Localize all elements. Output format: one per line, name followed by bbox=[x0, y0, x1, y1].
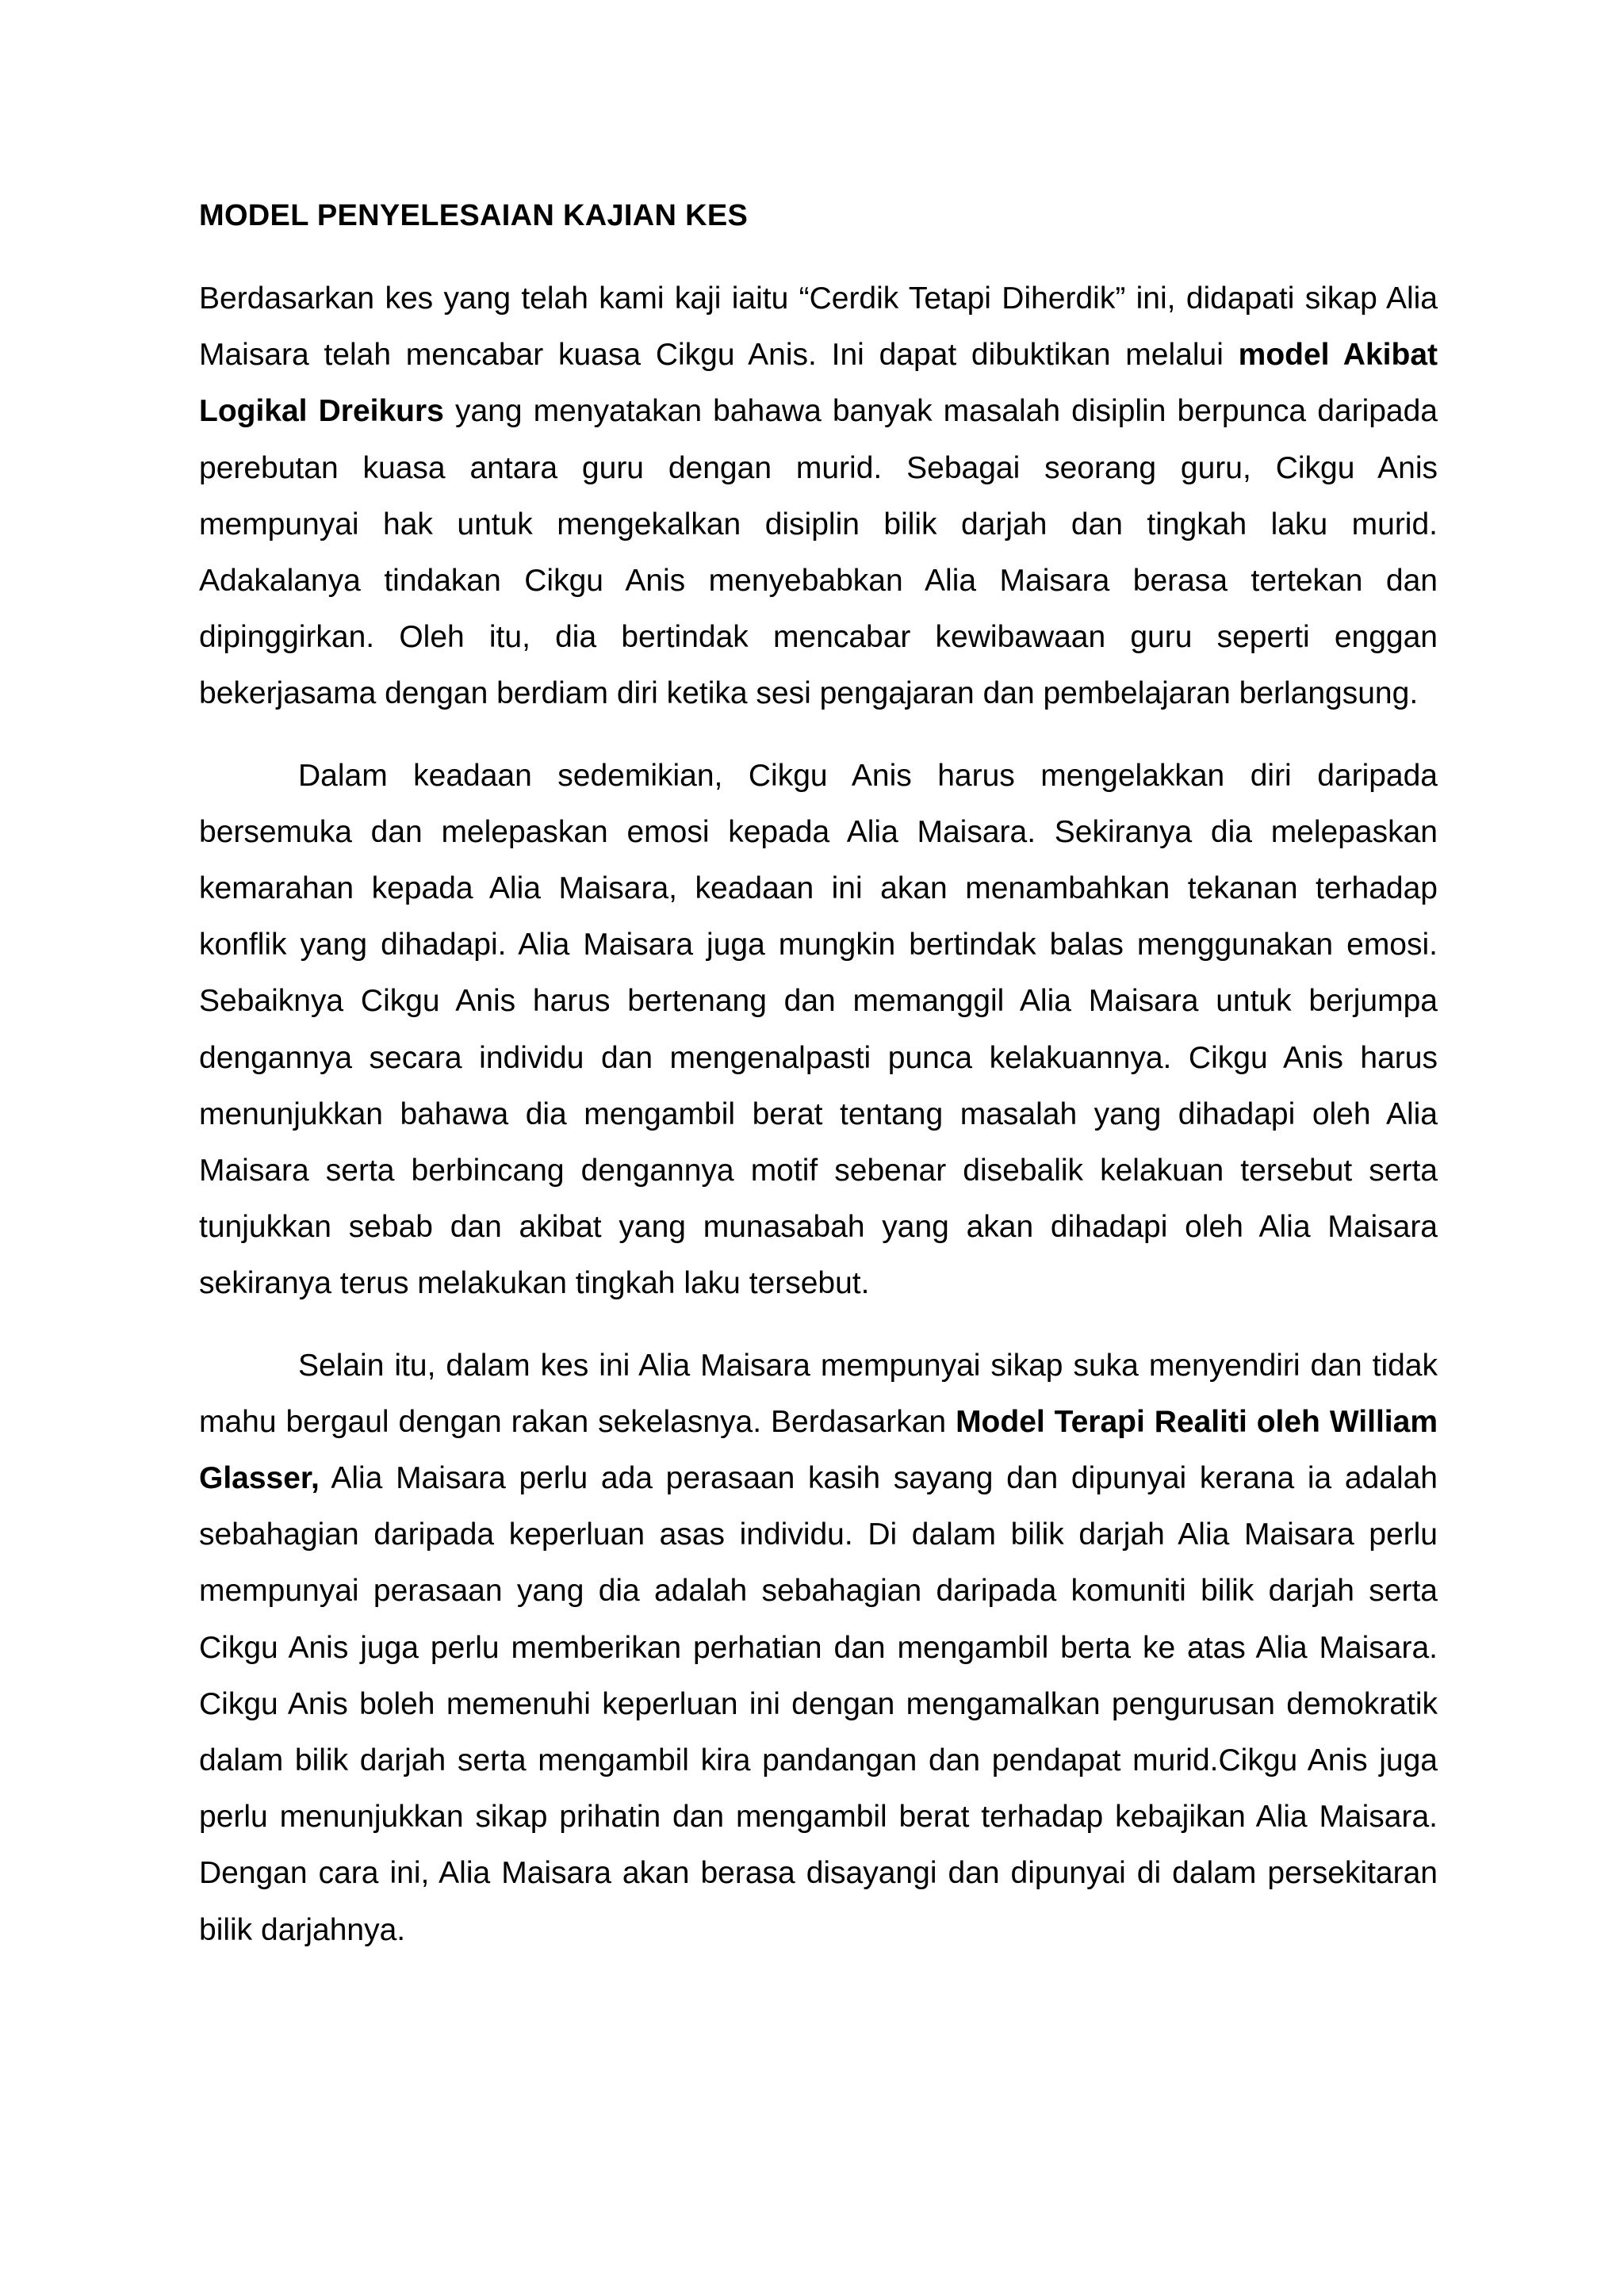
bold-term-dreikurs: model Akibat Logikal Dreikurs bbox=[199, 338, 1438, 429]
paragraph-text: Dalam keadaan sedemikian, Cikgu Anis harus mengelakkan diri daripada bersemuka dan melepaskan emosi kepada Alia Maisara. Sekiranya dia melepaskan kemarahan kepada Alia Maisara, keadaan ini akan menambahkan tekanan terhadap konflik yang dihadapi. Alia Maisara juga mungkin bertindak balas menggunakan emosi. Sebaiknya Cikgu Anis harus bertenang dan memanggil Alia Maisara untuk berjumpa dengannya secara individu dan mengenalpasti punca kelakuannya. Cikgu Anis harus menunjukkan bahawa dia mengambil berat tentang masalah yang dihadapi oleh Alia Maisara serta berbincang dengannya motif sebenar disebalik kelakuan tersebut serta tunjukkan sebab dan akibat yang munasabah yang akan dihadapi oleh Alia Maisara sekiranya terus melakukan tingkah laku tersebut. bbox=[199, 758, 1438, 1301]
bold-term-glasser: Model Terapi Realiti oleh William Glasser, bbox=[199, 1404, 1438, 1496]
paragraph-text: Berdasarkan kes yang telah kami kaji iaitu “Cerdik Tetapi Diherdik” ini, didapati sikap Alia Maisara telah mencabar kuasa Cikgu Anis. Ini dapat dibuktikan melalui bbox=[199, 281, 1438, 373]
paragraph-dreikurs-model bbox=[199, 270, 1438, 722]
paragraph-resolution-steps bbox=[199, 748, 1438, 1312]
paragraph-text: Selain itu, dalam kes ini Alia Maisara mempunyai sikap suka menyendiri dan tidak mahu bergaul dengan rakan sekelasnya. Berdasarkan bbox=[199, 1348, 1438, 1439]
paragraph-glasser-model bbox=[199, 1337, 1438, 1958]
document-body bbox=[199, 195, 1438, 1958]
paragraph-text: yang menyatakan bahawa banyak masalah disiplin berpunca daripada perebutan kuasa antara guru dengan murid. Sebagai seorang guru, Cikgu Anis mempunyai hak untuk mengekalkan disiplin bilik darjah dan tingkah laku murid. Adakalanya tindakan Cikgu Anis menyebabkan Alia Maisara berasa tertekan dan dipinggirkan. Oleh itu, dia bertindak mencabar kewibawaan guru seperti enggan bekerjasama dengan berdiam diri ketika sesi pengajaran dan pembelajaran berlangsung. bbox=[199, 394, 1438, 711]
document-title: MODEL PENYELESAIAN KAJIAN KES bbox=[199, 199, 749, 232]
paragraph-text: Alia Maisara perlu ada perasaan kasih sayang dan dipunyai kerana ia adalah sebahagian daripada keperluan asas individu. Di dalam bilik darjah Alia Maisara perlu mempunyai perasaan yang dia adalah sebahagian daripada komuniti bilik darjah serta Cikgu Anis juga perlu memberikan perhatian dan mengambil berta ke atas Alia Maisara. Cikgu Anis boleh memenuhi keperluan ini dengan mengamalkan pengurusan demokratik dalam bilik darjah serta mengambil kira pandangan dan pendapat murid.Cikgu Anis juga perlu menunjukkan sikap prihatin dan mengambil berat terhadap kebajikan Alia Maisara. Dengan cara ini, Alia Maisara akan berasa disayangi dan dipunyai di dalam persekitaran bilik darjahnya. bbox=[199, 1461, 1438, 1947]
